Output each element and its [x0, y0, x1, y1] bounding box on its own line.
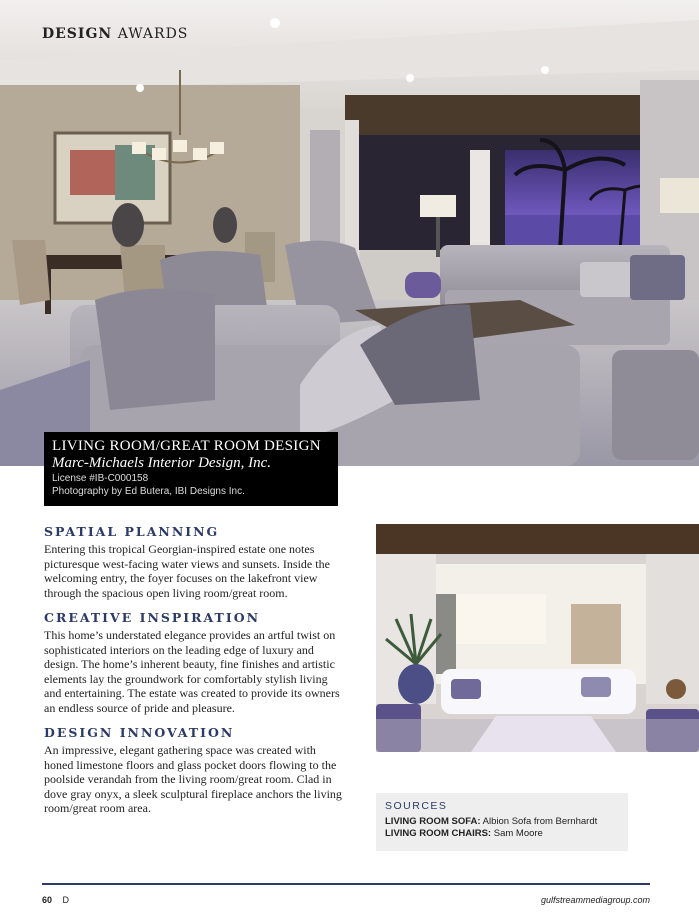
- firm-name: Marc-Michaels Interior Design, Inc.: [52, 455, 271, 471]
- sources-heading: SOURCES: [385, 800, 448, 812]
- section-text: This home’s understated elegance provides an artful twist on sophisticated interiors on the leading edge of luxury and design. The home’s inherent beauty, fine finishes and artistic elements lay the groundwork for comfortably stylish living and entertaining. The estate was created to provide its owners an endless source of pride and pleasure.: [44, 628, 340, 715]
- source-label: LIVING ROOM CHAIRS:: [385, 828, 492, 839]
- license-number: License #IB-C000158: [52, 473, 149, 484]
- source-value: Albion Sofa from Bernhardt: [482, 816, 598, 827]
- award-title: LIVING ROOM/GREAT ROOM DESIGN: [52, 438, 321, 454]
- source-label: LIVING ROOM SOFA:: [385, 816, 481, 827]
- section-heading: SPATIAL PLANNING: [44, 524, 220, 539]
- section-text: Entering this tropical Georgian-inspired estate one notes picturesque west-facing water views and sunsets. Inside the welcoming entry, the foyer focuses on the lakefront view through the spacious open living room/great room.: [44, 542, 330, 600]
- source-item: [385, 816, 619, 828]
- magazine-mark: D: [62, 895, 70, 905]
- source-value: Sam Moore: [493, 828, 543, 839]
- secondary-photo: [376, 524, 699, 752]
- source-item: [385, 828, 619, 840]
- section-header-rest: AWARDS: [117, 26, 189, 42]
- footer-left: [42, 895, 69, 905]
- article-body: [44, 524, 344, 826]
- footer-rule: [42, 883, 650, 885]
- photo-credit: Photography by Ed Butera, IBI Designs Inc.: [52, 486, 245, 497]
- section-heading: DESIGN INNOVATION: [44, 725, 235, 740]
- section-heading: CREATIVE INSPIRATION: [44, 610, 261, 625]
- sources-box: [376, 793, 628, 851]
- section-header: [42, 26, 188, 42]
- page-number: 60: [42, 895, 53, 905]
- award-caption: [44, 432, 338, 506]
- section-text: An impressive, elegant gathering space was created with honed limestone floors and glass pocket doors flowing to the poolside verandah from the living room/great room. Clad in dove gray onyx, a sleek sculptural fireplace anchors the living room/great room area.: [44, 743, 342, 815]
- great-room-photo: [376, 524, 699, 752]
- section-header-bold: DESIGN: [42, 26, 113, 42]
- footer-url[interactable]: gulfstreammediagroup.com: [540, 895, 650, 905]
